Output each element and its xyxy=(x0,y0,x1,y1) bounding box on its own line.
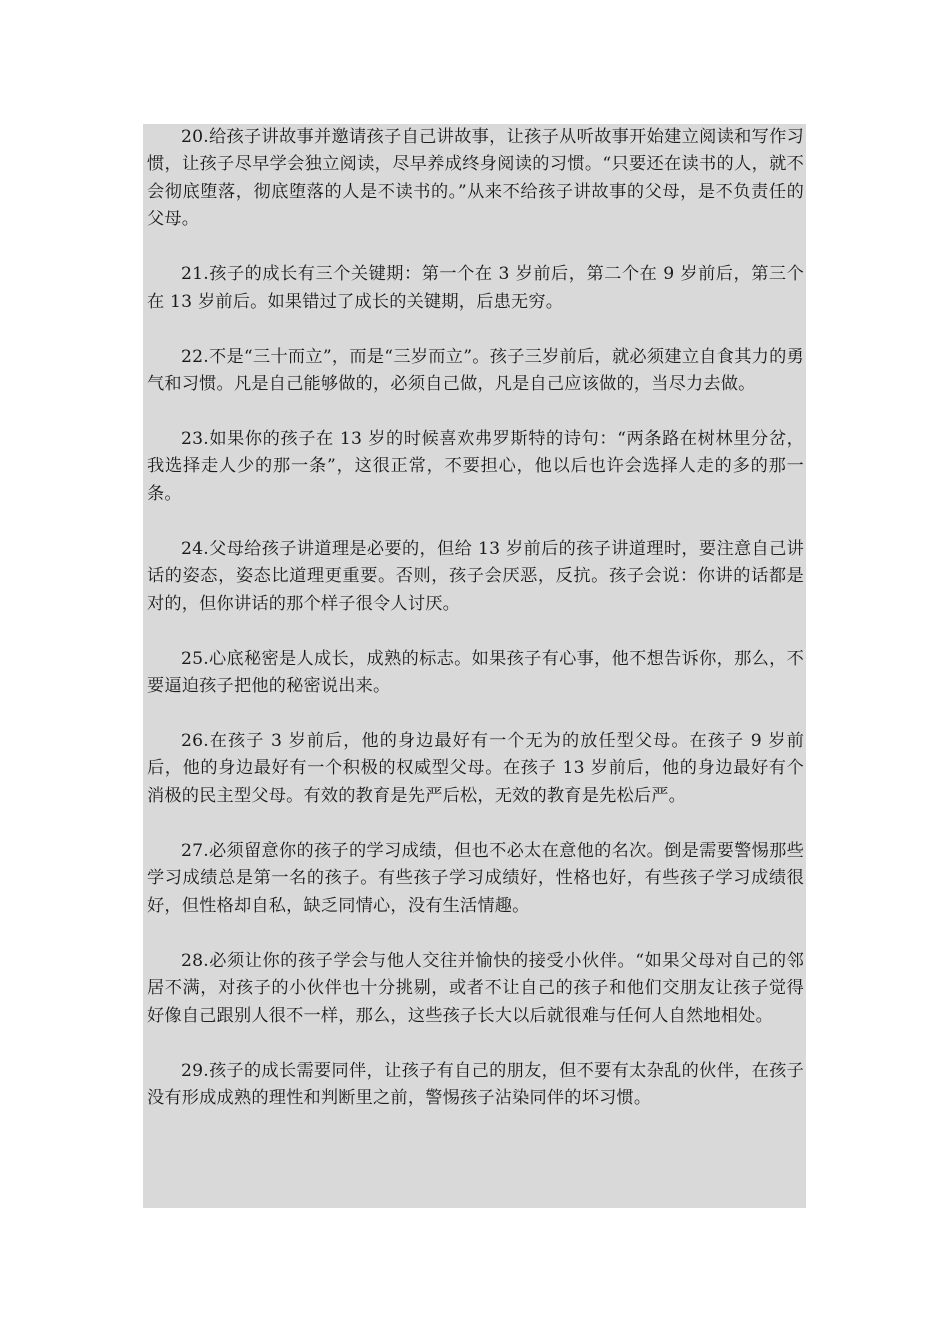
paragraph-22: 22.不是“三十而立”，而是“三岁而立”。孩子三岁前后，就必须建立自食其力的勇气和习惯。凡是自己能够做的，必须自己做，凡是自己应该做的，当尽力去做。 xyxy=(147,346,804,395)
paragraph-25: 25.心底秘密是人成长，成熟的标志。如果孩子有心事，他不想告诉你，那么，不要逼迫孩子把他的秘密说出来。 xyxy=(147,648,804,697)
paragraph-27: 27.必须留意你的孩子的学习成绩，但也不必太在意他的名次。倒是需要警惕那些学习成绩总是第一名的孩子。有些孩子学习成绩好，性格也好，有些孩子学习成绩很好，但性格却自私，缺乏同情心，没有生活情趣。 xyxy=(147,840,804,916)
paragraph-21: 21.孩子的成长有三个关键期：第一个在 3 岁前后，第二个在 9 岁前后，第三个在 13 岁前后。如果错过了成长的关键期，后患无穷。 xyxy=(147,264,804,312)
text-block xyxy=(143,124,806,1208)
paragraph-23: 23.如果你的孩子在 13 岁的时候喜欢弗罗斯特的诗句：“两条路在树林里分岔，我选择走人少的那一条”，这很正常，不要担心，他以后也许会选择人走的多的那一条。 xyxy=(147,429,804,504)
paragraph-20: 20.给孩子讲故事并邀请孩子自己讲故事，让孩子从听故事开始建立阅读和写作习惯，让孩子尽早学会独立阅读，尽早养成终身阅读的习惯。“只要还在读书的人，就不会彻底堕落，彻底堕落的人是不读书的。”从来不给孩子讲故事的父母，是不负责任的父母。 xyxy=(147,127,804,230)
paragraph-29: 29.孩子的成长需要同伴，让孩子有自己的朋友，但不要有太杂乱的伙伴，在孩子没有形成成熟的理性和判断里之前，警惕孩子沾染同伴的坏习惯。 xyxy=(147,1060,804,1108)
paragraph-28: 28.必须让你的孩子学会与他人交往并愉快的接受小伙伴。“如果父母对自己的邻居不满，对孩子的小伙伴也十分挑剔，或者不让自己的孩子和他们交朋友让孩子觉得好像自己跟别人很不一样，那么，这些孩子长大以后就很难与任何人自然地相处。 xyxy=(147,950,804,1026)
paragraph-24: 24.父母给孩子讲道理是必要的，但给 13 岁前后的孩子讲道理时，要注意自己讲话的姿态，姿态比道理更重要。否则，孩子会厌恶，反抗。孩子会说：你讲的话都是对的，但你讲话的那个样子很令人讨厌。 xyxy=(147,538,804,614)
paragraph-26: 26.在孩子 3 岁前后，他的身边最好有一个无为的放任型父母。在孩子 9 岁前后，他的身边最好有一个积极的权威型父母。在孩子 13 岁前后，他的身边最好有个消极的民主型父母。有效的教育是先严后松，无效的教育是先松后严。 xyxy=(147,731,804,806)
